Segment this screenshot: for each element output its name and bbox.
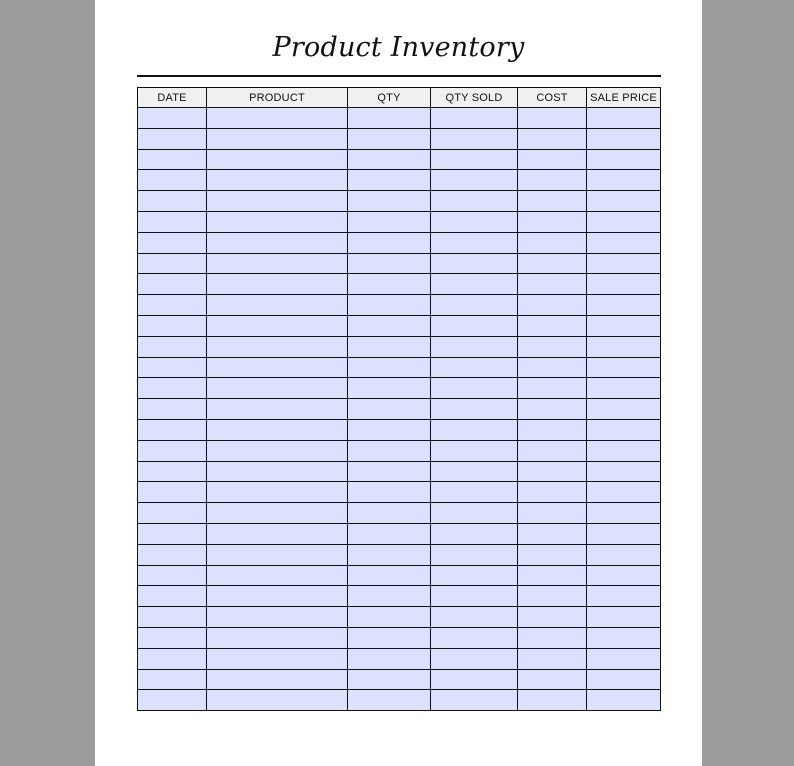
cell-cost[interactable] bbox=[518, 211, 587, 232]
cell-sale-price[interactable] bbox=[587, 315, 661, 336]
cell-date[interactable] bbox=[138, 461, 207, 482]
cell-product[interactable] bbox=[207, 211, 348, 232]
cell-cost[interactable] bbox=[518, 461, 587, 482]
cell-product[interactable] bbox=[207, 315, 348, 336]
cell-sale-price[interactable] bbox=[587, 482, 661, 503]
cell-cost[interactable] bbox=[518, 627, 587, 648]
cell-sale-price[interactable] bbox=[587, 669, 661, 690]
table-row bbox=[138, 607, 661, 628]
cell-product[interactable] bbox=[207, 108, 348, 129]
table-row bbox=[138, 211, 661, 232]
cell-qty[interactable] bbox=[348, 565, 431, 586]
cell-qty[interactable] bbox=[348, 607, 431, 628]
cell-sale-price[interactable] bbox=[587, 191, 661, 212]
cell-qty-sold[interactable] bbox=[431, 523, 518, 544]
cell-cost[interactable] bbox=[518, 170, 587, 191]
cell-qty-sold[interactable] bbox=[431, 253, 518, 274]
page-title: Product Inventory bbox=[272, 32, 525, 63]
cell-qty[interactable] bbox=[348, 232, 431, 253]
cell-cost[interactable] bbox=[518, 440, 587, 461]
inventory-table bbox=[137, 87, 661, 711]
cell-qty-sold[interactable] bbox=[431, 669, 518, 690]
cell-date[interactable] bbox=[138, 523, 207, 544]
cell-cost[interactable] bbox=[518, 191, 587, 212]
cell-cost[interactable] bbox=[518, 419, 587, 440]
document-page bbox=[95, 0, 702, 766]
title-underline bbox=[137, 75, 661, 77]
table-row bbox=[138, 108, 661, 129]
cell-qty[interactable] bbox=[348, 149, 431, 170]
cell-cost[interactable] bbox=[518, 149, 587, 170]
cell-qty[interactable] bbox=[348, 482, 431, 503]
table-row bbox=[138, 544, 661, 565]
column-header-sale-price: SALE PRICE bbox=[587, 88, 661, 108]
cell-qty-sold[interactable] bbox=[431, 399, 518, 420]
cell-qty[interactable] bbox=[348, 440, 431, 461]
cell-cost[interactable] bbox=[518, 232, 587, 253]
cell-qty-sold[interactable] bbox=[431, 607, 518, 628]
cell-qty-sold[interactable] bbox=[431, 419, 518, 440]
cell-sale-price[interactable] bbox=[587, 170, 661, 191]
cell-cost[interactable] bbox=[518, 690, 587, 711]
table-row bbox=[138, 503, 661, 524]
cell-product[interactable] bbox=[207, 565, 348, 586]
cell-date[interactable] bbox=[138, 607, 207, 628]
cell-cost[interactable] bbox=[518, 399, 587, 420]
cell-cost[interactable] bbox=[518, 607, 587, 628]
cell-product[interactable] bbox=[207, 503, 348, 524]
cell-date[interactable] bbox=[138, 399, 207, 420]
cell-sale-price[interactable] bbox=[587, 586, 661, 607]
table-row bbox=[138, 399, 661, 420]
cell-cost[interactable] bbox=[518, 523, 587, 544]
cell-sale-price[interactable] bbox=[587, 211, 661, 232]
cell-qty[interactable] bbox=[348, 108, 431, 129]
cell-qty-sold[interactable] bbox=[431, 295, 518, 316]
cell-sale-price[interactable] bbox=[587, 108, 661, 129]
cell-date[interactable] bbox=[138, 170, 207, 191]
cell-sale-price[interactable] bbox=[587, 378, 661, 399]
table-body bbox=[138, 108, 661, 711]
cell-date[interactable] bbox=[138, 336, 207, 357]
cell-qty-sold[interactable] bbox=[431, 149, 518, 170]
cell-qty-sold[interactable] bbox=[431, 170, 518, 191]
cell-product[interactable] bbox=[207, 440, 348, 461]
cell-date[interactable] bbox=[138, 565, 207, 586]
cell-date[interactable] bbox=[138, 295, 207, 316]
table-row bbox=[138, 378, 661, 399]
cell-date[interactable] bbox=[138, 440, 207, 461]
cell-product[interactable] bbox=[207, 607, 348, 628]
cell-product[interactable] bbox=[207, 191, 348, 212]
cell-cost[interactable] bbox=[518, 503, 587, 524]
cell-qty[interactable] bbox=[348, 274, 431, 295]
cell-sale-price[interactable] bbox=[587, 232, 661, 253]
cell-cost[interactable] bbox=[518, 482, 587, 503]
table-row bbox=[138, 295, 661, 316]
cell-sale-price[interactable] bbox=[587, 607, 661, 628]
cell-sale-price[interactable] bbox=[587, 149, 661, 170]
table-row bbox=[138, 461, 661, 482]
cell-qty-sold[interactable] bbox=[431, 274, 518, 295]
cell-qty[interactable] bbox=[348, 170, 431, 191]
cell-sale-price[interactable] bbox=[587, 503, 661, 524]
cell-sale-price[interactable] bbox=[587, 690, 661, 711]
cell-date[interactable] bbox=[138, 357, 207, 378]
table-row bbox=[138, 648, 661, 669]
cell-product[interactable] bbox=[207, 523, 348, 544]
cell-qty[interactable] bbox=[348, 399, 431, 420]
cell-product[interactable] bbox=[207, 336, 348, 357]
cell-product[interactable] bbox=[207, 170, 348, 191]
cell-date[interactable] bbox=[138, 211, 207, 232]
table-row bbox=[138, 128, 661, 149]
cell-product[interactable] bbox=[207, 627, 348, 648]
table-header-row bbox=[138, 88, 661, 108]
cell-date[interactable] bbox=[138, 253, 207, 274]
cell-qty-sold[interactable] bbox=[431, 690, 518, 711]
cell-qty[interactable] bbox=[348, 378, 431, 399]
cell-product[interactable] bbox=[207, 274, 348, 295]
cell-cost[interactable] bbox=[518, 274, 587, 295]
cell-product[interactable] bbox=[207, 669, 348, 690]
cell-qty[interactable] bbox=[348, 586, 431, 607]
cell-qty-sold[interactable] bbox=[431, 378, 518, 399]
cell-qty-sold[interactable] bbox=[431, 565, 518, 586]
cell-date[interactable] bbox=[138, 544, 207, 565]
cell-product[interactable] bbox=[207, 295, 348, 316]
cell-date[interactable] bbox=[138, 232, 207, 253]
cell-product[interactable] bbox=[207, 399, 348, 420]
cell-qty-sold[interactable] bbox=[431, 191, 518, 212]
cell-product[interactable] bbox=[207, 461, 348, 482]
cell-qty-sold[interactable] bbox=[431, 627, 518, 648]
cell-cost[interactable] bbox=[518, 128, 587, 149]
table-row bbox=[138, 690, 661, 711]
cell-date[interactable] bbox=[138, 378, 207, 399]
cell-cost[interactable] bbox=[518, 565, 587, 586]
cell-qty-sold[interactable] bbox=[431, 315, 518, 336]
cell-sale-price[interactable] bbox=[587, 627, 661, 648]
cell-date[interactable] bbox=[138, 108, 207, 129]
cell-product[interactable] bbox=[207, 690, 348, 711]
cell-qty-sold[interactable] bbox=[431, 336, 518, 357]
cell-product[interactable] bbox=[207, 149, 348, 170]
cell-qty[interactable] bbox=[348, 128, 431, 149]
cell-cost[interactable] bbox=[518, 669, 587, 690]
column-header-product: PRODUCT bbox=[207, 88, 348, 108]
cell-sale-price[interactable] bbox=[587, 274, 661, 295]
table-row bbox=[138, 336, 661, 357]
table-row bbox=[138, 419, 661, 440]
cell-qty[interactable] bbox=[348, 315, 431, 336]
cell-product[interactable] bbox=[207, 253, 348, 274]
cell-sale-price[interactable] bbox=[587, 565, 661, 586]
cell-cost[interactable] bbox=[518, 648, 587, 669]
cell-qty[interactable] bbox=[348, 544, 431, 565]
table-row bbox=[138, 170, 661, 191]
cell-sale-price[interactable] bbox=[587, 440, 661, 461]
cell-product[interactable] bbox=[207, 232, 348, 253]
column-header-qty-sold: QTY SOLD bbox=[431, 88, 518, 108]
cell-qty[interactable] bbox=[348, 253, 431, 274]
table-row bbox=[138, 232, 661, 253]
cell-qty[interactable] bbox=[348, 211, 431, 232]
table-row bbox=[138, 627, 661, 648]
cell-sale-price[interactable] bbox=[587, 253, 661, 274]
table-row bbox=[138, 253, 661, 274]
cell-date[interactable] bbox=[138, 419, 207, 440]
cell-qty-sold[interactable] bbox=[431, 211, 518, 232]
table-row bbox=[138, 357, 661, 378]
cell-sale-price[interactable] bbox=[587, 128, 661, 149]
cell-qty-sold[interactable] bbox=[431, 108, 518, 129]
cell-qty[interactable] bbox=[348, 690, 431, 711]
cell-qty[interactable] bbox=[348, 669, 431, 690]
cell-date[interactable] bbox=[138, 669, 207, 690]
cell-date[interactable] bbox=[138, 690, 207, 711]
cell-qty-sold[interactable] bbox=[431, 648, 518, 669]
table-row bbox=[138, 191, 661, 212]
cell-date[interactable] bbox=[138, 315, 207, 336]
cell-qty[interactable] bbox=[348, 627, 431, 648]
cell-date[interactable] bbox=[138, 586, 207, 607]
cell-qty-sold[interactable] bbox=[431, 440, 518, 461]
cell-qty[interactable] bbox=[348, 419, 431, 440]
cell-cost[interactable] bbox=[518, 336, 587, 357]
table-row bbox=[138, 523, 661, 544]
cell-qty[interactable] bbox=[348, 191, 431, 212]
table-row bbox=[138, 482, 661, 503]
cell-qty-sold[interactable] bbox=[431, 544, 518, 565]
cell-sale-price[interactable] bbox=[587, 357, 661, 378]
cell-qty-sold[interactable] bbox=[431, 482, 518, 503]
cell-product[interactable] bbox=[207, 482, 348, 503]
cell-cost[interactable] bbox=[518, 378, 587, 399]
table-row bbox=[138, 440, 661, 461]
cell-cost[interactable] bbox=[518, 544, 587, 565]
table-row bbox=[138, 565, 661, 586]
cell-qty[interactable] bbox=[348, 461, 431, 482]
cell-qty[interactable] bbox=[348, 648, 431, 669]
cell-sale-price[interactable] bbox=[587, 295, 661, 316]
cell-cost[interactable] bbox=[518, 315, 587, 336]
cell-cost[interactable] bbox=[518, 295, 587, 316]
cell-product[interactable] bbox=[207, 128, 348, 149]
cell-date[interactable] bbox=[138, 191, 207, 212]
cell-date[interactable] bbox=[138, 648, 207, 669]
cell-product[interactable] bbox=[207, 544, 348, 565]
cell-cost[interactable] bbox=[518, 253, 587, 274]
cell-qty-sold[interactable] bbox=[431, 586, 518, 607]
cell-qty-sold[interactable] bbox=[431, 503, 518, 524]
cell-product[interactable] bbox=[207, 419, 348, 440]
cell-product[interactable] bbox=[207, 586, 348, 607]
cell-sale-price[interactable] bbox=[587, 544, 661, 565]
cell-date[interactable] bbox=[138, 503, 207, 524]
cell-cost[interactable] bbox=[518, 357, 587, 378]
column-header-qty: QTY bbox=[348, 88, 431, 108]
cell-product[interactable] bbox=[207, 357, 348, 378]
cell-sale-price[interactable] bbox=[587, 399, 661, 420]
table-row bbox=[138, 669, 661, 690]
cell-qty[interactable] bbox=[348, 295, 431, 316]
cell-qty[interactable] bbox=[348, 523, 431, 544]
cell-qty-sold[interactable] bbox=[431, 461, 518, 482]
cell-sale-price[interactable] bbox=[587, 648, 661, 669]
cell-qty-sold[interactable] bbox=[431, 128, 518, 149]
column-header-cost: COST bbox=[518, 88, 587, 108]
cell-cost[interactable] bbox=[518, 108, 587, 129]
cell-date[interactable] bbox=[138, 128, 207, 149]
cell-sale-price[interactable] bbox=[587, 336, 661, 357]
cell-qty[interactable] bbox=[348, 336, 431, 357]
cell-qty[interactable] bbox=[348, 503, 431, 524]
cell-sale-price[interactable] bbox=[587, 461, 661, 482]
cell-sale-price[interactable] bbox=[587, 419, 661, 440]
cell-cost[interactable] bbox=[518, 586, 587, 607]
cell-date[interactable] bbox=[138, 627, 207, 648]
cell-qty-sold[interactable] bbox=[431, 357, 518, 378]
table-row bbox=[138, 315, 661, 336]
cell-date[interactable] bbox=[138, 274, 207, 295]
cell-product[interactable] bbox=[207, 648, 348, 669]
cell-qty[interactable] bbox=[348, 357, 431, 378]
cell-sale-price[interactable] bbox=[587, 523, 661, 544]
table-row bbox=[138, 586, 661, 607]
cell-date[interactable] bbox=[138, 482, 207, 503]
table-row bbox=[138, 274, 661, 295]
column-header-date: DATE bbox=[138, 88, 207, 108]
cell-product[interactable] bbox=[207, 378, 348, 399]
table-row bbox=[138, 149, 661, 170]
cell-qty-sold[interactable] bbox=[431, 232, 518, 253]
cell-date[interactable] bbox=[138, 149, 207, 170]
